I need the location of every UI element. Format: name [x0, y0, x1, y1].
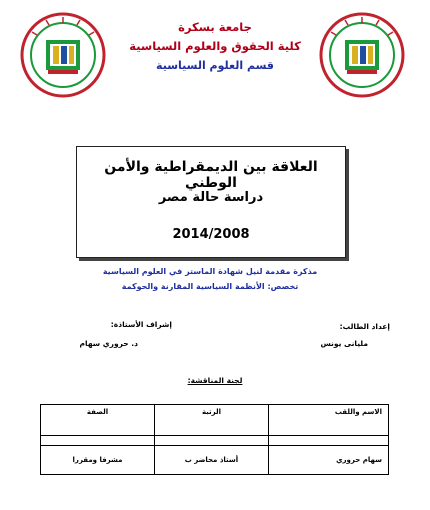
university-seal-left [20, 12, 106, 98]
title-box [76, 146, 346, 258]
thesis-title: العلاقة بين الديمقراطية والأمن الوطني [104, 159, 318, 191]
committee-spacer-row [41, 436, 389, 446]
faculty-name: كلية الحقوق والعلوم السياسية [129, 39, 301, 53]
memo-degree-line: مذكرة مقدمة لنيل شهادة الماستر في العلوم السياسية [102, 267, 318, 276]
department-name: قسم العلوم السياسية [156, 59, 274, 72]
column-header-name: الاسم واللقب [269, 405, 389, 436]
thesis-years: 2014/2008 [172, 227, 250, 242]
university-seal-right [319, 12, 405, 98]
supervisor-name: د. حروري سهام [79, 339, 138, 348]
column-header-rank: الرتبة [155, 405, 269, 436]
committee-title: لجنة المناقشة: [187, 376, 243, 385]
university-name: جامعة بسكرة [178, 20, 252, 34]
memo-specialty-line: تخصص: الأنظمة السياسية المقارنة والحوكمة [121, 282, 299, 291]
student-name: مليانى يونس [320, 339, 368, 348]
column-header-capacity: الصفة [41, 405, 155, 436]
table-row [41, 446, 389, 475]
member-capacity: مشرفا ومقررا [41, 446, 155, 475]
prepared-by-label: إعداد الطالب: [339, 322, 390, 331]
committee-table [40, 404, 389, 475]
thesis-subtitle: دراسة حالة مصر [158, 190, 264, 205]
university-header [120, 18, 310, 75]
supervised-by-label: إشراف الأستاذة: [110, 320, 172, 329]
member-name: سهام حروري [269, 446, 389, 475]
member-rank: أستاذ محاضر ب [155, 446, 269, 475]
memo-block [60, 264, 360, 294]
committee-header-row [41, 405, 389, 436]
